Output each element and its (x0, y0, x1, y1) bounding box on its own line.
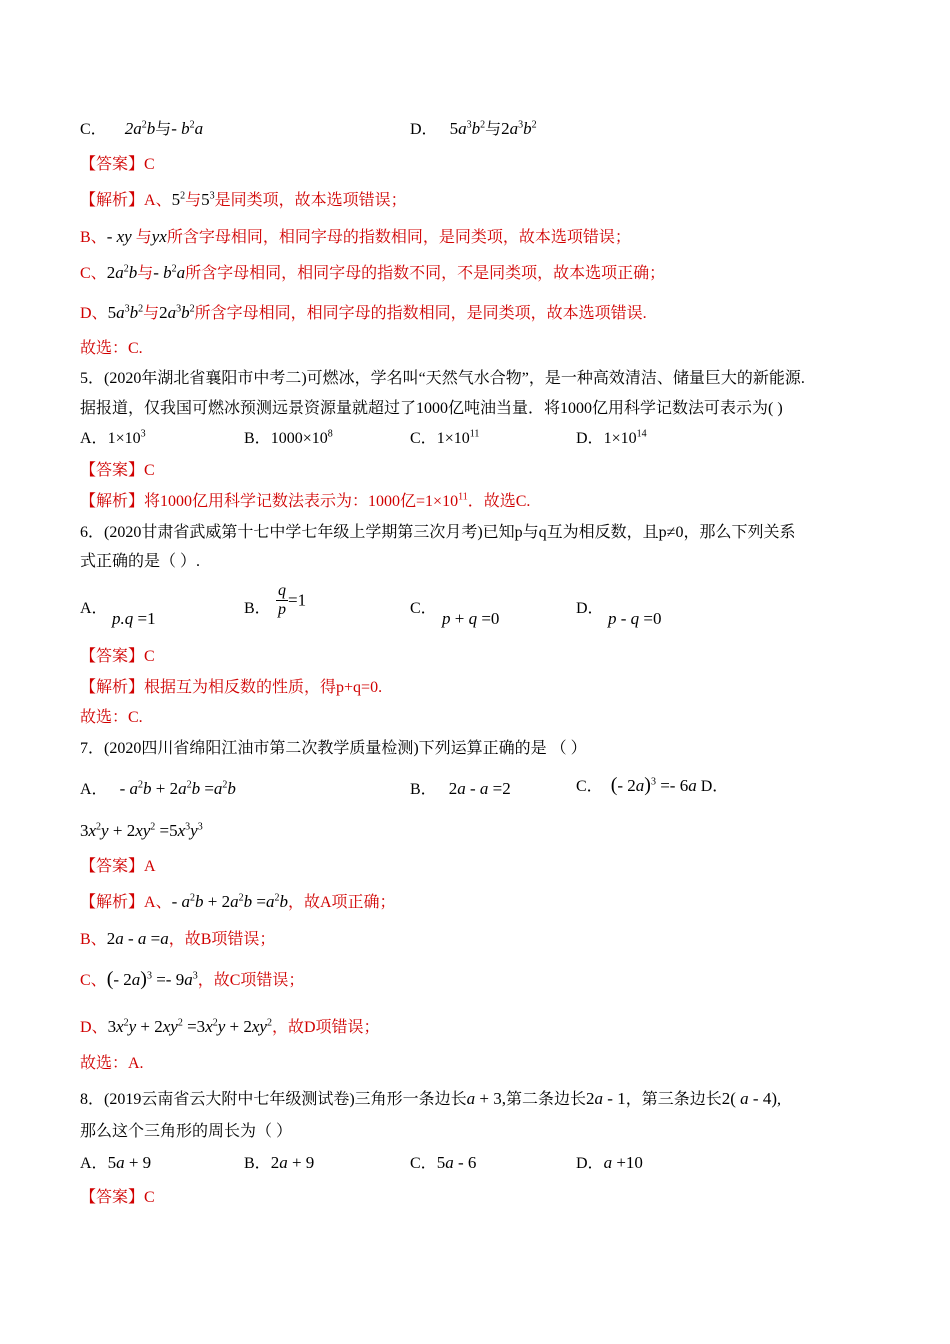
q7-explanation-b: B、2a - a =a，故B项错误； (80, 929, 276, 948)
q8-option-d: D．a +10 (576, 1153, 643, 1172)
q6-explanation: 【解析】根据互为相反数的性质，得p+q=0. (80, 679, 383, 696)
q7-option-d-formula: $3x^2y + 2xy^2 =5x^3y^3$ (80, 821, 203, 840)
q4-option-c: C． $2a^2b$与- $b^2a$ (80, 119, 204, 138)
q6-option-d-formula: p - q =0 (608, 609, 662, 628)
q5-stem-line1: 5．(2020年湖北省襄阳市中考二)可燃冰，学名叫“天然气水合物”，是一种高效清洁、储量巨大的新能源. (80, 370, 805, 387)
q4-explanation-c: C、$2a^2b$与- $b^2a$所含字母相同，相同字母的指数不同，不是同类项，故本选项正确； (80, 263, 666, 282)
q7-conclusion: 故选：A. (80, 1055, 144, 1072)
q6-option-c: C． (410, 600, 437, 617)
q6-option-c-formula: p + q =0 (442, 609, 500, 628)
q4-answer: 【答案】C (80, 156, 155, 173)
q6-option-b-formula: $\frac{q}{p}$ =1 (278, 582, 307, 618)
q4-explanation-b: B、- xy 与yx所含字母相同，相同字母的指数相同，是同类项，故本选项错误； (80, 227, 631, 246)
q4-explanation-d: D、$5a^3b^2$与$2a^3b^2$所含字母相同，相同字母的指数相同，是同类项，故本选项错误. (80, 303, 647, 322)
q6-option-b: B． (244, 600, 271, 617)
q7-explanation-a: 【解析】A、- $a^2b + 2a^2b =a^2b$，故A项正确； (80, 892, 396, 911)
q5-option-a: A．$1\times 10^3$ (80, 428, 146, 447)
q5-option-c: C．$1\times 10^{11}$ (410, 428, 480, 447)
q5-explanation: 【解析】将1000亿用科学记数法表示为：1000亿$=1\times 10^{11}$．故选C. (80, 491, 531, 510)
q5-option-d: D．$1\times 10^{14}$ (576, 428, 647, 447)
q6-stem-line1: 6．(2020甘肃省武威第十七中学七年级上学期第三次月考)已知p与q互为相反数，且p≠0，那么下列关系 (80, 524, 796, 541)
q6-conclusion: 故选：C. (80, 709, 143, 726)
q7-option-b: B． 2a - a =2 (410, 779, 511, 798)
q7-explanation-d: D、$3x^2y + 2xy^2 =3x^2y + 2xy^2$，故D项错误； (80, 1017, 380, 1036)
q5-answer: 【答案】C (80, 462, 155, 479)
q7-option-a: A． - $a^2b + 2a^2b =a^2b$ (80, 779, 236, 798)
q7-answer: 【答案】A (80, 858, 156, 875)
q8-answer: 【答案】C (80, 1189, 155, 1206)
q8-option-a: A．5a + 9 (80, 1153, 152, 1172)
q7-option-c: C． (- 2a)$^3$ =- 6a D． (576, 774, 729, 796)
q6-option-a-formula: p.q =1 (112, 609, 156, 628)
q5-stem-line2: 据报道，仅我国可燃冰预测远景资源量就超过了1000亿吨油当量．将1000亿用科学记数法可表示为( ) (80, 400, 783, 417)
q7-stem: 7．(2020四川省绵阳江油市第二次教学质量检测)下列运算正确的是 （ ） (80, 740, 587, 757)
q8-stem-line1: 8．(2019云南省云大附中七年级测试卷)三角形一条边长a + 3,第二条边长2a - 1，第三条边长2( a - 4), (80, 1089, 781, 1108)
q6-stem-line2: 式正确的是（ ）. (80, 553, 201, 570)
q6-option-a: A． (80, 600, 108, 617)
q8-option-b: B．2a + 9 (244, 1153, 315, 1172)
q4-option-d: D． $5a^3b^2$与$2a^3b^2$ (410, 119, 537, 138)
q6-answer: 【答案】C (80, 648, 155, 665)
q7-explanation-c: C、(- $2a)^3 =- 9a^3$，故C项错误； (80, 968, 305, 990)
q4-explanation-a: 【解析】A、$5^2$与$5^3$是同类项，故本选项错误； (80, 190, 407, 209)
q8-stem-line2: 那么这个三角形的周长为（ ） (80, 1123, 293, 1140)
q5-option-b: B．$1000\times 10^8$ (244, 428, 333, 447)
q4-conclusion: 故选：C. (80, 340, 143, 357)
q8-option-c: C．5a - 6 (410, 1153, 477, 1172)
q6-option-d: D． (576, 600, 604, 617)
